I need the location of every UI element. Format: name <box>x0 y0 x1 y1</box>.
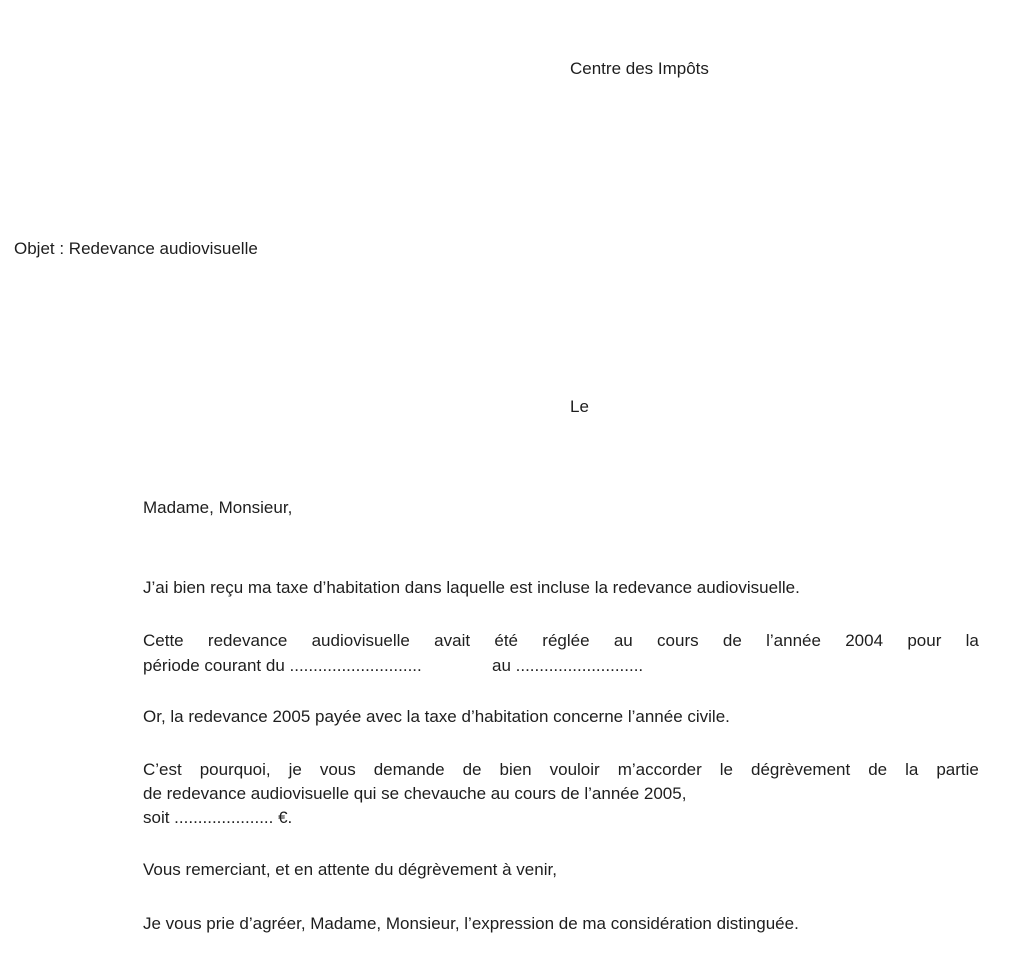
word: vouloir <box>549 760 600 779</box>
paragraph-thanks: Vous remerciant, et en attente du dégrèvement à venir, <box>143 860 557 879</box>
overlap-line: de redevance audiovisuelle qui se chevauche au cours de l’année 2005, <box>143 784 687 803</box>
paragraph-receipt: J’ai bien reçu ma taxe d’habitation dans laquelle est incluse la redevance audiovisuelle. <box>143 578 800 597</box>
word: réglée <box>542 631 590 650</box>
word: de <box>462 760 482 779</box>
period-from-line: période courant du ............................ <box>143 656 422 675</box>
word: avait <box>434 631 471 650</box>
word: la <box>965 631 979 650</box>
paragraph-line <box>143 760 979 780</box>
word: C’est <box>143 760 182 779</box>
word: la <box>905 760 919 779</box>
word: Cette <box>143 631 184 650</box>
word: pour <box>907 631 942 650</box>
word: je <box>288 760 302 779</box>
word: 2004 <box>845 631 884 650</box>
word: bien <box>499 760 532 779</box>
word: de <box>868 760 888 779</box>
word: le <box>719 760 734 779</box>
word: m’accorder <box>617 760 702 779</box>
word: vous <box>319 760 356 779</box>
paragraph-line <box>143 631 979 651</box>
word: pourquoi, <box>199 760 271 779</box>
word: été <box>494 631 519 650</box>
word: dégrèvement <box>751 760 851 779</box>
word: audiovisuelle <box>311 631 410 650</box>
word: l’année <box>766 631 821 650</box>
word: redevance <box>207 631 288 650</box>
word: de <box>722 631 742 650</box>
amount-line: soit ..................... €. <box>143 808 293 827</box>
word: cours <box>657 631 699 650</box>
paragraph-civil-year: Or, la redevance 2005 payée avec la taxe d’habitation concerne l’année civile. <box>143 707 730 726</box>
period-to-line: au ........................... <box>492 656 644 675</box>
salutation: Madame, Monsieur, <box>143 498 293 517</box>
word: partie <box>936 760 979 779</box>
closing-formula: Je vous prie d’agréer, Madame, Monsieur, l’expression de ma considération distinguée. <box>143 914 799 933</box>
recipient-label: Centre des Impôts <box>570 59 709 78</box>
word: au <box>613 631 633 650</box>
subject-line: Objet : Redevance audiovisuelle <box>14 239 258 258</box>
word: demande <box>373 760 445 779</box>
date-line: Le <box>570 397 589 416</box>
